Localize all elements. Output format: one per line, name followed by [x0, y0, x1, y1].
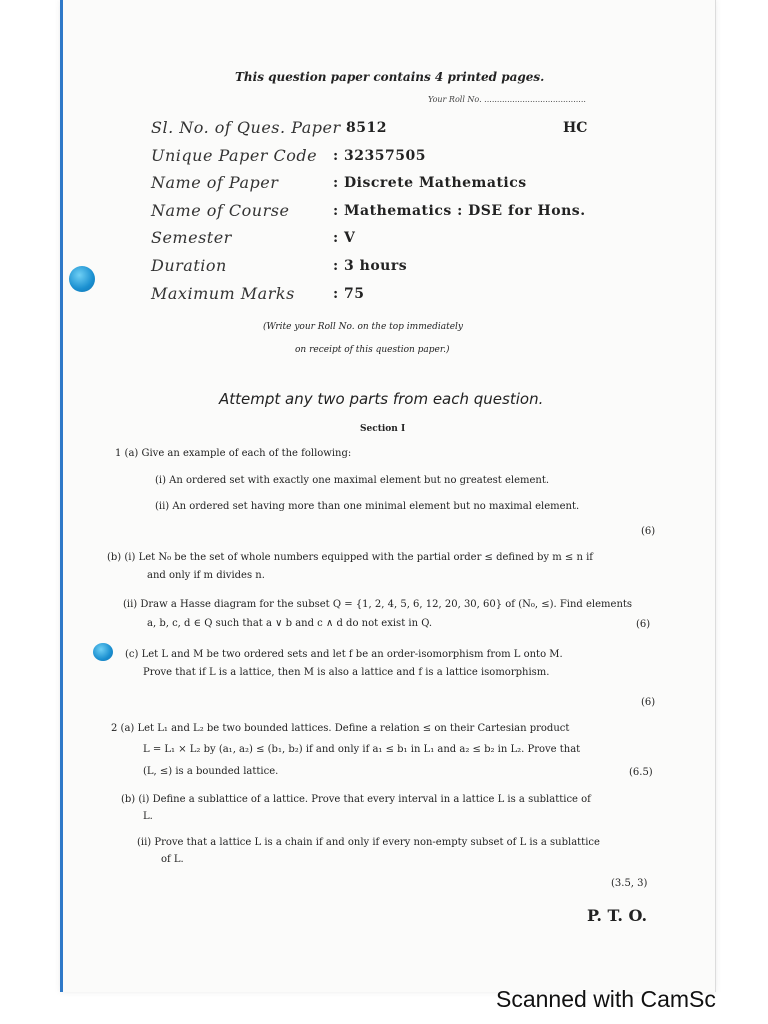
q1a-i: (i) An ordered set with exactly one maximal element but no greatest element.	[155, 475, 550, 486]
paper-pages-note: This question paper contains 4 printed pages.	[235, 70, 545, 84]
q2b-ii-line1: (ii) Prove that a lattice L is a chain if and only if every non-empty subset of L is a sublattice	[137, 837, 600, 848]
instruction-line-1: (Write your Roll No. on the top immediately	[263, 322, 463, 332]
detail-value-paper: : Discrete Mathematics	[333, 175, 527, 191]
q1b-marks: (6)	[636, 619, 651, 630]
detail-value-course: : Mathematics : DSE for Hons.	[333, 203, 586, 219]
q2b-i-line2: L.	[143, 811, 153, 822]
q1a-ii: (ii) An ordered set having more than one minimal element but no maximal element.	[155, 501, 580, 512]
q1a-marks: (6)	[641, 526, 656, 537]
detail-value-duration: : 3 hours	[333, 258, 408, 274]
q2a-line1: 2 (a) Let L₁ and L₂ be two bounded lattices. Define a relation ≤ on their Cartesian product	[111, 723, 570, 734]
detail-value-semester: : V	[333, 230, 356, 246]
detail-label-upc: Unique Paper Code	[151, 146, 318, 165]
detail-value-upc: : 32357505	[333, 148, 426, 164]
q2a-marks: (6.5)	[629, 767, 653, 778]
q1b-ii-line2: a, b, c, d ∈ Q such that a ∨ b and c ∧ d do not exist in Q.	[147, 618, 433, 629]
q2b-marks: (3.5, 3)	[611, 878, 648, 889]
q1b-i-line2: and only if m divides n.	[147, 570, 265, 581]
question-paper-page	[60, 0, 716, 992]
detail-label-sl-no: Sl. No. of Ques. Paper	[151, 118, 341, 137]
paper-code-hc: HC	[563, 120, 588, 136]
attempt-instruction: Attempt any two parts from each question.	[219, 390, 544, 408]
q1c-marks: (6)	[641, 697, 656, 708]
q2a-line3: (L, ≤) is a bounded lattice.	[143, 766, 279, 777]
blue-pin-marker	[69, 266, 95, 292]
q1c-line2: Prove that if L is a lattice, then M is also a lattice and f is a lattice isomorphism.	[143, 667, 550, 678]
scanner-watermark: Scanned with CamSc	[496, 986, 716, 1012]
q1a-intro: 1 (a) Give an example of each of the following:	[115, 448, 352, 459]
q2b-ii-line2: of L.	[161, 854, 184, 865]
q2a-line2: L = L₁ × L₂ by (a₁, a₂) ≤ (b₁, b₂) if and only if a₁ ≤ b₁ in L₁ and a₂ ≤ b₂ in L₂. Prove that	[143, 744, 581, 755]
detail-label-semester: Semester	[151, 228, 232, 247]
detail-label-paper: Name of Paper	[151, 173, 279, 192]
q1b-ii-line1: (ii) Draw a Hasse diagram for the subset Q = {1, 2, 4, 5, 6, 12, 20, 30, 60} of (N₀, ≤). Find elements	[123, 599, 633, 610]
detail-value-sl-no: 8512	[346, 120, 387, 136]
detail-label-duration: Duration	[151, 256, 227, 275]
section-heading: Section I	[360, 424, 406, 434]
q2b-i-line1: (b) (i) Define a sublattice of a lattice. Prove that every interval in a lattice L is a sublattice of	[121, 794, 591, 805]
pto-label: P. T. O.	[587, 906, 648, 925]
blue-pin-marker	[93, 643, 113, 661]
q1c-line1: (c) Let L and M be two ordered sets and let f be an order-isomorphism from L onto M.	[125, 649, 563, 660]
detail-value-max-marks: : 75	[333, 286, 365, 302]
instruction-line-2: on receipt of this question paper.)	[295, 345, 450, 355]
roll-no-line: Your Roll No. ........................................	[428, 95, 586, 104]
detail-label-course: Name of Course	[151, 201, 290, 220]
detail-label-max-marks: Maximum Marks	[151, 284, 295, 303]
q1b-i-line1: (b) (i) Let N₀ be the set of whole numbers equipped with the partial order ≤ defined by m ≤ n if	[107, 552, 593, 563]
